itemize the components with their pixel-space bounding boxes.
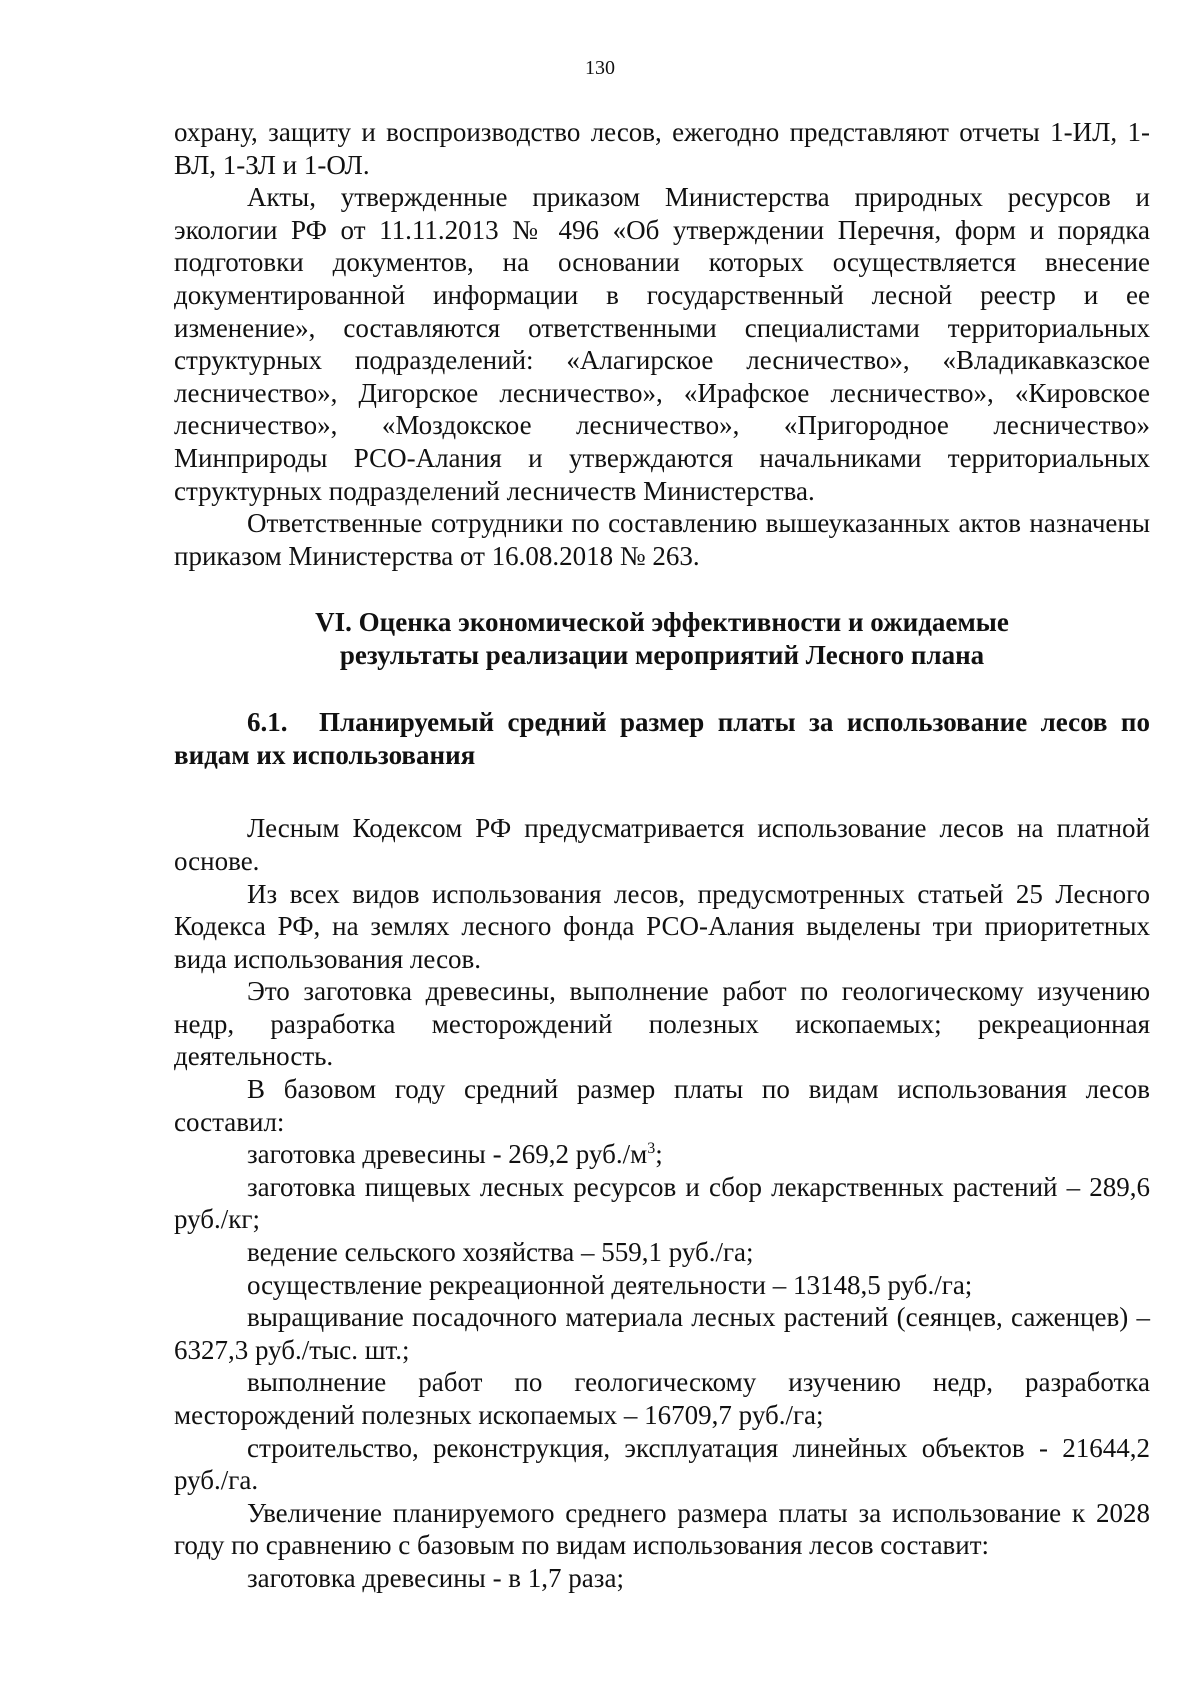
page-number: 130 xyxy=(585,57,615,79)
paragraph: Лесным Кодексом РФ предусматривается использование лесов на платной основе. xyxy=(174,813,1150,876)
section-heading-line: результаты реализации мероприятий Лесного плана xyxy=(339,640,985,671)
superscript: 3 xyxy=(647,1140,656,1158)
paragraph: охрану, защиту и воспроизводство лесов, ежегодно представляют отчеты 1-ИЛ, 1-ВЛ, 1-ЗЛ и 1-ОЛ. xyxy=(174,117,1150,180)
list-item: осуществление рекреационной деятельности – 13148,5 руб./га; xyxy=(247,1269,973,1300)
section-heading-line: VI. Оценка экономической эффективности и ожидаемые xyxy=(315,607,1009,638)
list-item xyxy=(174,1138,1150,1171)
subsection-heading xyxy=(174,706,1150,772)
paragraph: Из всех видов использования лесов, предусмотренных статьей 25 Лесного Кодекса РФ, на землях лесного фонда РСО-Алания выделены три приоритетных вида использования лесов. xyxy=(174,878,1150,974)
list-item: заготовка пищевых лесных ресурсов и сбор лекарственных растений – 289,6 руб./кг; xyxy=(174,1171,1150,1235)
subsection-number: 6.1. xyxy=(247,707,288,738)
list-item: заготовка древесины - в 1,7 раза; xyxy=(247,1562,624,1593)
section-heading xyxy=(174,606,1150,672)
list-item: строительство, реконструкция, эксплуатация линейных объектов - 21644,2 руб./га. xyxy=(174,1432,1150,1496)
paragraph: Акты, утвержденные приказом Министерства природных ресурсов и экологии РФ от 11.11.2013 № 496 «Об утверждении Перечня, форм и порядка подготовки документов, на основании которых осуществляется внесение документированной информации в государственный лесной реестр и ее изменение», составляются ответственными специалистами территориальных структурных подразделений: «Алагирское лесничество», «Владикавказское лесничество», Дигорское лесничество», «Ирафское лесничество», «Кировское лесничество», «Моздокское лесничество», «Пригородное лесничество» Минприроды РСО-Алания и утверждаются начальниками территориальных структурных подразделений лесничеств Министерства. xyxy=(174,182,1150,506)
paragraph: В базовом году средний размер платы по видам использования лесов составил: xyxy=(174,1074,1150,1137)
list-item: выполнение работ по геологическому изучению недр, разработка месторождений полезных ископаемых – 16709,7 руб./га; xyxy=(174,1367,1150,1430)
page-content xyxy=(174,116,1150,1595)
list-item: выращивание посадочного материала лесных растений (сеянцев, саженцев) – 6327,3 руб./тыс. шт.; xyxy=(174,1302,1150,1365)
list-item-suffix: ; xyxy=(655,1139,663,1170)
list-item: ведение сельского хозяйства – 559,1 руб./га; xyxy=(247,1237,754,1268)
paragraph: Увеличение планируемого среднего размера платы за использование к 2028 году по сравнению с базовым по видам использования лесов составит: xyxy=(174,1497,1150,1561)
list-item-text: заготовка древесины - 269,2 руб./м xyxy=(247,1139,648,1170)
subsection-title: Планируемый средний размер платы за использование лесов по видам их использования xyxy=(174,707,1150,771)
paragraph: Ответственные сотрудники по составлению вышеуказанных актов назначены приказом Министерства от 16.08.2018 № 263. xyxy=(174,508,1150,571)
paragraph: Это заготовка древесины, выполнение работ по геологическому изучению недр, разработка месторождений полезных ископаемых; рекреационная деятельность. xyxy=(174,976,1150,1072)
